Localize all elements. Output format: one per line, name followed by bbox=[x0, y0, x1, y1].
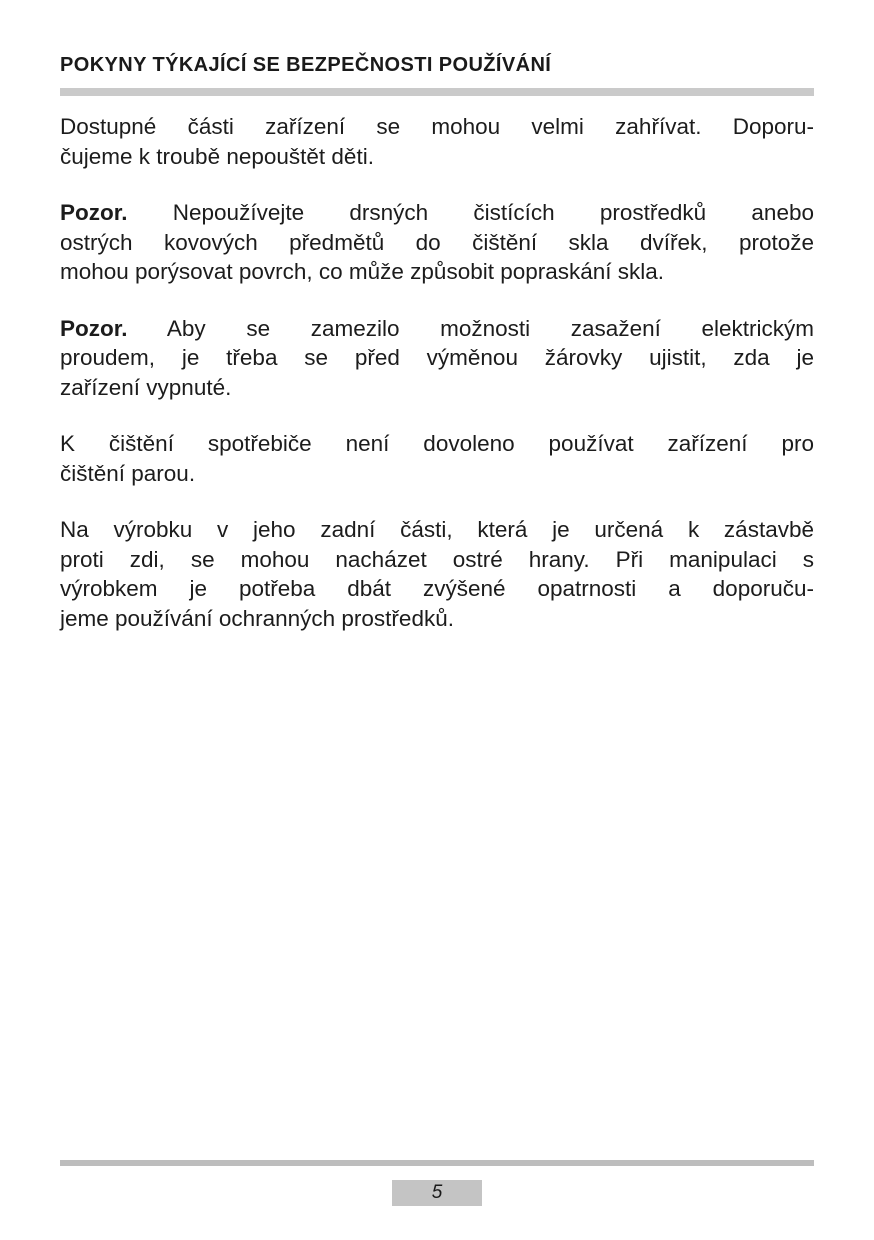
text-line bbox=[60, 343, 814, 373]
text-line bbox=[60, 142, 814, 172]
title-underline-rule bbox=[60, 88, 814, 96]
warning-lead: Pozor. bbox=[60, 200, 128, 225]
text-line bbox=[60, 373, 814, 403]
text-line-content: proti zdi, se mohou nacházet ostré hrany. Při manipulaci s bbox=[60, 546, 814, 572]
footer-rule bbox=[60, 1160, 814, 1166]
page-content bbox=[60, 54, 814, 660]
text-line-content: čujeme k troubě nepouštět děti. bbox=[60, 143, 374, 169]
text-line-content: zařízení vypnuté. bbox=[60, 374, 232, 400]
paragraph-hot-parts bbox=[60, 112, 814, 171]
text-line-content: Nepoužívejte drsných čistících prostředků anebo bbox=[127, 200, 814, 225]
paragraph-sharp-edges bbox=[60, 515, 814, 633]
warning-lead: Pozor. bbox=[60, 315, 128, 341]
page-number: 5 bbox=[431, 1182, 443, 1203]
text-line bbox=[60, 604, 814, 634]
body-text bbox=[60, 112, 814, 633]
text-line-content: ostrých kovových předmětů do čištění skla dvířek, protože bbox=[60, 229, 814, 255]
text-line-content: Aby se zamezilo možnosti zasažení elektrickým bbox=[127, 315, 814, 341]
text-line-content: jeme používání ochranných prostředků. bbox=[60, 605, 454, 631]
text-line-content: proudem, je třeba se před výměnou žárovky ujistit, zda je bbox=[60, 345, 814, 370]
text-line-content: Na výrobku v jeho zadní části, která je určená k zástavbě bbox=[60, 517, 814, 542]
page-title: POKYNY TÝKAJÍCÍ SE BEZPEČNOSTI POUŽÍVÁNÍ bbox=[60, 54, 552, 76]
paragraph-warning-cleaning bbox=[60, 198, 814, 287]
text-line-content: Dostupné části zařízení se mohou velmi zahřívat. Doporu- bbox=[60, 114, 814, 139]
text-line bbox=[60, 257, 814, 287]
text-line bbox=[60, 314, 814, 344]
text-line bbox=[60, 228, 814, 258]
text-line-content: K čištění spotřebiče není dovoleno používat zařízení pro bbox=[60, 431, 814, 456]
text-line-content: čištění parou. bbox=[60, 460, 196, 486]
paragraph-steam-cleaning bbox=[60, 429, 814, 488]
text-line bbox=[60, 574, 814, 604]
text-line-content: mohou porýsovat povrch, co může způsobit popraskání skla. bbox=[60, 259, 665, 284]
text-line bbox=[60, 112, 814, 142]
text-line bbox=[60, 459, 814, 489]
text-line bbox=[60, 429, 814, 459]
paragraph-warning-electric bbox=[60, 314, 814, 403]
text-line bbox=[60, 515, 814, 545]
text-line bbox=[60, 545, 814, 575]
text-line bbox=[60, 198, 814, 228]
page-number-badge bbox=[392, 1180, 482, 1206]
text-line-content: výrobkem je potřeba dbát zvýšené opatrnosti a doporuču- bbox=[60, 576, 814, 601]
